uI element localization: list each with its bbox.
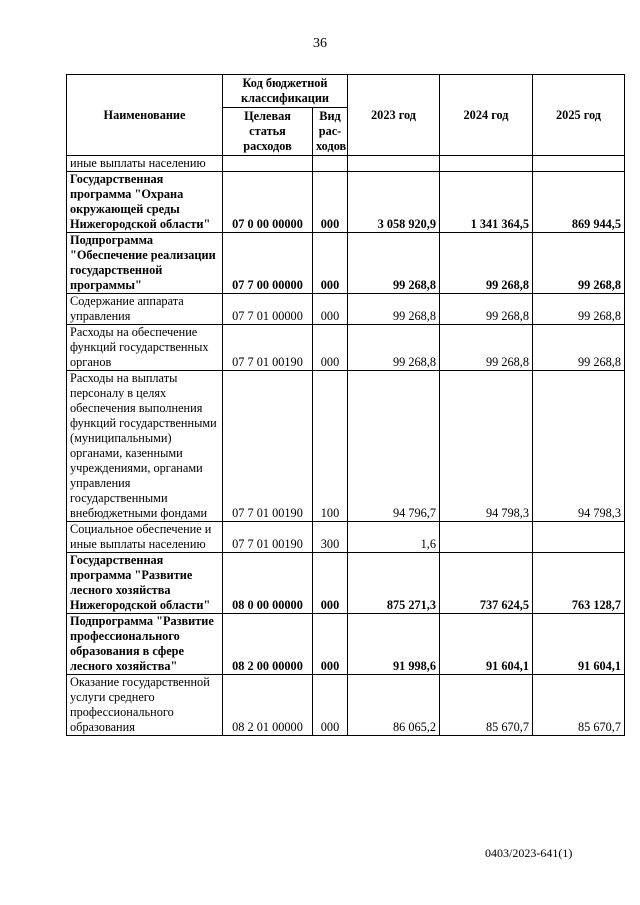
row-amount-2024-cell: 737 624,5 [440, 553, 533, 614]
row-amount-2023-cell: 94 796,7 [348, 371, 440, 522]
row-expense-type-cell: 000 [313, 172, 348, 233]
row-expense-type-cell: 300 [313, 522, 348, 553]
row-amount-2025-cell [533, 522, 625, 553]
table-row [67, 614, 625, 675]
row-amount-2025-cell: 99 268,8 [533, 294, 625, 325]
row-target-article-cell [223, 156, 313, 172]
row-expense-type-cell: 100 [313, 371, 348, 522]
table-row [67, 325, 625, 371]
row-amount-2024-cell [440, 156, 533, 172]
row-amount-2025-cell: 85 670,7 [533, 675, 625, 736]
row-amount-2023-cell: 99 268,8 [348, 233, 440, 294]
row-name-cell: Расходы на выплаты персоналу в целях обеспечения выполнения функций государственными (муниципальными) органами, казенными учреждениями, органами управления государственными внебюджетными фондами [67, 371, 223, 522]
row-expense-type-cell: 000 [313, 294, 348, 325]
row-name-cell: Оказание государственной услуги среднего профессионального образования [67, 675, 223, 736]
table-row [67, 156, 625, 172]
row-name-cell: Социальное обеспечение и иные выплаты населению [67, 522, 223, 553]
row-name-cell: Расходы на обеспечение функций государственных органов [67, 325, 223, 371]
row-target-article-cell: 08 0 00 00000 [223, 553, 313, 614]
table-row [67, 233, 625, 294]
row-name-cell: Государственная программа "Развитие лесного хозяйства Нижегородской области" [67, 553, 223, 614]
row-name-cell: Содержание аппарата управления [67, 294, 223, 325]
table-row [67, 522, 625, 553]
row-amount-2025-cell: 99 268,8 [533, 233, 625, 294]
table-row [67, 294, 625, 325]
header-name: Наименование [67, 75, 223, 156]
header-year-2023: 2023 год [348, 75, 440, 156]
row-amount-2025-cell: 763 128,7 [533, 553, 625, 614]
row-name-cell: Подпрограмма "Обеспечение реализации государственной программы" [67, 233, 223, 294]
row-amount-2024-cell: 91 604,1 [440, 614, 533, 675]
row-target-article-cell: 08 2 00 00000 [223, 614, 313, 675]
row-amount-2023-cell: 1,6 [348, 522, 440, 553]
row-amount-2023-cell [348, 156, 440, 172]
header-target-article: Целевая статья расходов [223, 108, 313, 156]
page-number: 36 [313, 36, 327, 51]
table-header [67, 75, 625, 156]
row-amount-2024-cell: 99 268,8 [440, 325, 533, 371]
row-amount-2023-cell: 3 058 920,9 [348, 172, 440, 233]
row-amount-2023-cell: 99 268,8 [348, 325, 440, 371]
row-amount-2024-cell [440, 522, 533, 553]
row-expense-type-cell: 000 [313, 233, 348, 294]
row-expense-type-cell: 000 [313, 325, 348, 371]
header-year-2024: 2024 год [440, 75, 533, 156]
row-amount-2024-cell: 85 670,7 [440, 675, 533, 736]
row-amount-2023-cell: 91 998,6 [348, 614, 440, 675]
row-name-cell: иные выплаты населению [67, 156, 223, 172]
row-amount-2024-cell: 99 268,8 [440, 233, 533, 294]
row-expense-type-cell: 000 [313, 553, 348, 614]
row-amount-2025-cell [533, 156, 625, 172]
row-target-article-cell: 07 7 01 00190 [223, 371, 313, 522]
row-amount-2023-cell: 875 271,3 [348, 553, 440, 614]
header-expense-type: Вид рас-ходов [313, 108, 348, 156]
row-target-article-cell: 07 0 00 00000 [223, 172, 313, 233]
row-name-cell: Государственная программа "Охрана окружающей среды Нижегородской области" [67, 172, 223, 233]
budget-table [66, 74, 625, 736]
row-target-article-cell: 07 7 00 00000 [223, 233, 313, 294]
row-expense-type-cell [313, 156, 348, 172]
row-amount-2024-cell: 94 798,3 [440, 371, 533, 522]
row-amount-2024-cell: 99 268,8 [440, 294, 533, 325]
row-amount-2023-cell: 99 268,8 [348, 294, 440, 325]
table-row [67, 675, 625, 736]
table-row [67, 553, 625, 614]
row-target-article-cell: 07 7 01 00000 [223, 294, 313, 325]
table-row [67, 172, 625, 233]
row-expense-type-cell: 000 [313, 614, 348, 675]
row-target-article-cell: 08 2 01 00000 [223, 675, 313, 736]
row-name-cell: Подпрограмма "Развитие профессионального образования в сфере лесного хозяйства" [67, 614, 223, 675]
table-body [67, 156, 625, 736]
row-amount-2025-cell: 869 944,5 [533, 172, 625, 233]
table-row [67, 371, 625, 522]
row-amount-2025-cell: 94 798,3 [533, 371, 625, 522]
row-expense-type-cell: 000 [313, 675, 348, 736]
row-amount-2023-cell: 86 065,2 [348, 675, 440, 736]
row-target-article-cell: 07 7 01 00190 [223, 522, 313, 553]
row-amount-2025-cell: 99 268,8 [533, 325, 625, 371]
row-target-article-cell: 07 7 01 00190 [223, 325, 313, 371]
header-classification: Код бюджетной классификации [223, 75, 348, 108]
header-year-2025: 2025 год [533, 75, 625, 156]
row-amount-2024-cell: 1 341 364,5 [440, 172, 533, 233]
row-amount-2025-cell: 91 604,1 [533, 614, 625, 675]
document-code: 0403/2023-641(1) [485, 846, 573, 860]
